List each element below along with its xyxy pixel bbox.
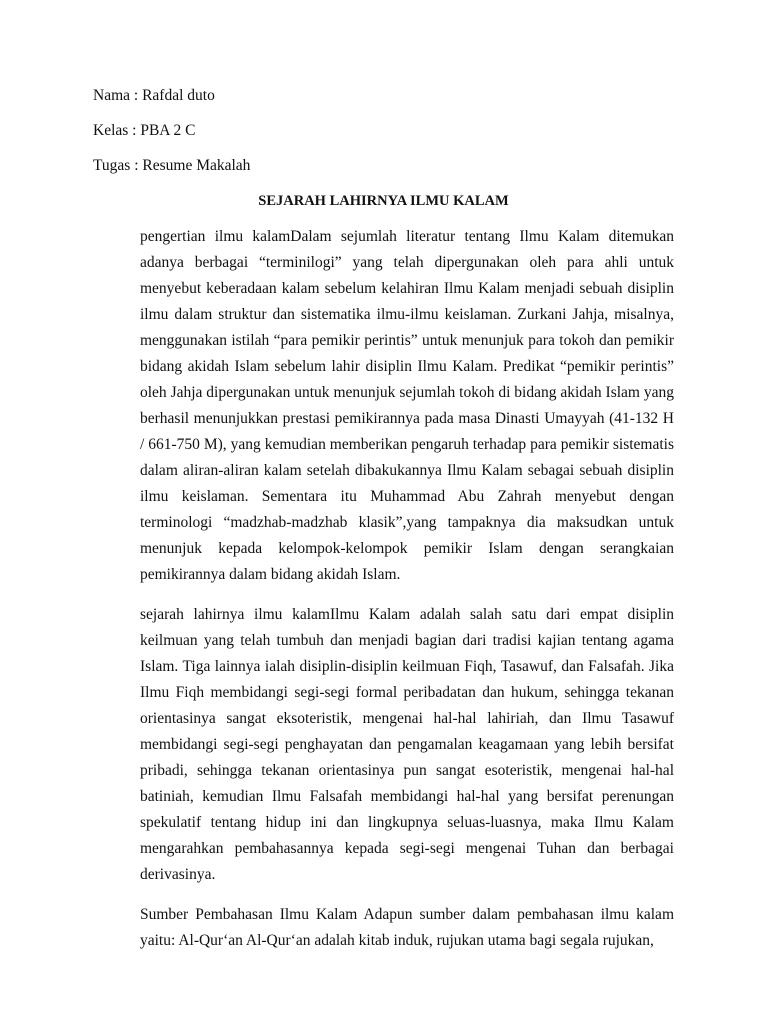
class-line: Kelas : PBA 2 C: [93, 122, 196, 139]
document-body: [140, 224, 674, 968]
assignment-line: Tugas : Resume Makalah: [93, 157, 251, 174]
paragraph-history: sejarah lahirnya ilmu kalamIlmu Kalam adalah salah satu dari empat disiplin keilmuan yang telah tumbuh dan menjadi bagian dari tradisi kajian tentang agama Islam. Tiga lainnya ialah disiplin-disiplin keilmuan Fiqh, Tasawuf, dan Falsafah. Jika Ilmu Fiqh membidangi segi-segi formal peribadatan dan hukum, sehingga tekanan orientasinya sangat eksoteristik, mengenai hal-hal lahiriah, dan Ilmu Tasawuf membidangi segi-segi penghayatan dan pengamalan keagamaan yang lebih bersifat pribadi, sehingga tekanan orientasinya pun sangat esoteristik, mengenai hal-hal batiniah, kemudian Ilmu Falsafah membidangi hal-hal yang bersifat perenungan spekulatif tentang hidup ini dan lingkupnya seluas-luasnya, maka Ilmu Kalam mengarahkan pembahasannya kepada segi-segi mengenai Tuhan dan berbagai derivasinya.: [140, 606, 674, 883]
paragraph-definition: pengertian ilmu kalamDalam sejumlah literatur tentang Ilmu Kalam ditemukan adanya berbagai “terminilogi” yang telah dipergunakan oleh para ahli untuk menyebut keberadaan kalam sebelum kelahiran Ilmu Kalam menjadi sebuah disiplin ilmu dalam struktur dan sistematika ilmu-ilmu keislaman. Zurkani Jahja, misalnya, menggunakan istilah “para pemikir perintis” untuk menunjuk para tokoh dan pemikir bidang akidah Islam sebelum lahir disiplin Ilmu Kalam. Predikat “pemikir perintis” oleh Jahja dipergunakan untuk menunjuk sejumlah tokoh di bidang akidah Islam yang berhasil menunjukkan prestasi pemikirannya pada masa Dinasti Umayyah (41-132 H / 661-750 M), yang kemudian memberikan pengaruh terhadap para pemikir sistematis dalam aliran-aliran kalam setelah dibakukannya Ilmu Kalam sebagai sebuah disiplin ilmu keislaman. Sementara itu Muhammad Abu Zahrah menyebut dengan terminologi “madzhab-madzhab klasik”,yang tampaknya dia maksudkan untuk menunjuk kepada kelompok-kelompok pemikir Islam dengan serangkaian pemikirannya dalam bidang akidah Islam.: [140, 228, 674, 583]
student-name-line: Nama : Rafdal duto: [93, 87, 215, 104]
document-title: SEJARAH LAHIRNYA ILMU KALAM: [258, 193, 509, 209]
paragraph-sources: Sumber Pembahasan Ilmu Kalam Adapun sumber dalam pembahasan ilmu kalam yaitu: Al-Qur‘an Al-Qur‘an adalah kitab induk, rujukan utama bagi segala rujukan,: [140, 906, 674, 949]
